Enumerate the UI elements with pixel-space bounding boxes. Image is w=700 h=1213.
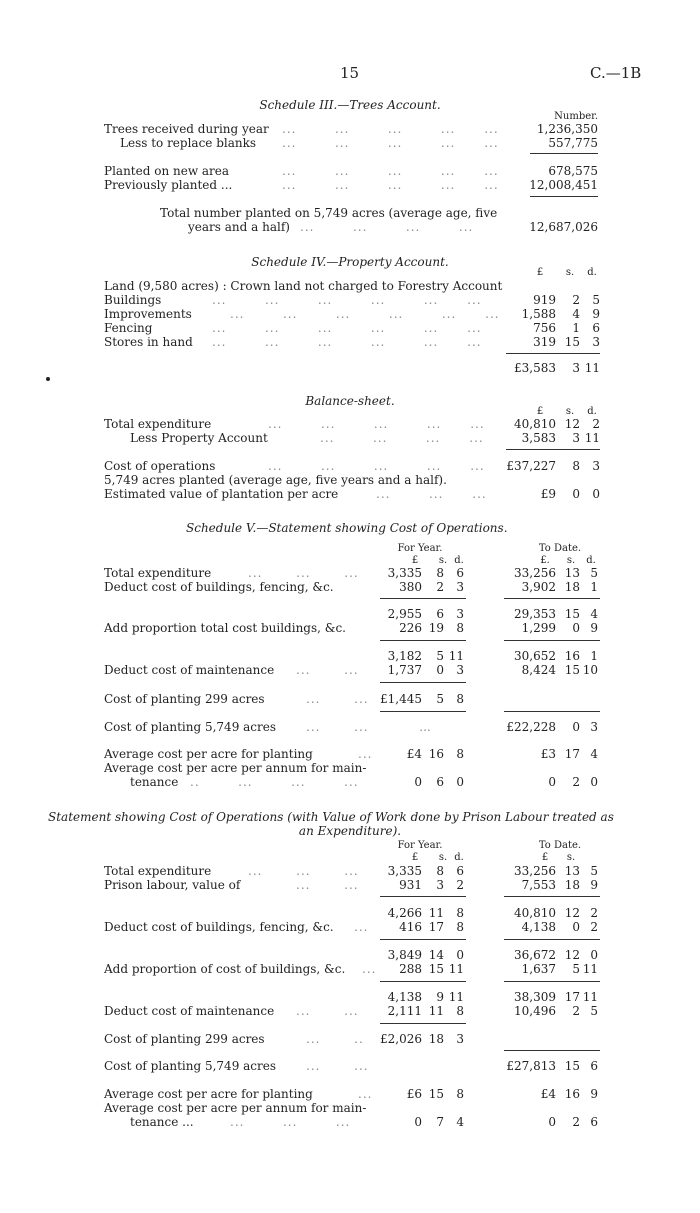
leader-dots: ... ... ... ... ...: [268, 417, 485, 431]
date-shillings: 18: [564, 580, 580, 594]
year-pence: 8: [456, 747, 464, 761]
year-pence: 6: [456, 566, 464, 580]
rule: [530, 153, 598, 154]
amount-shillings: 2: [572, 293, 580, 307]
col-shillings: s.: [565, 267, 575, 278]
col-pound: £: [411, 555, 419, 566]
s4-total-shillings: 3: [572, 361, 580, 375]
statement-title-line2: an Expenditure).: [298, 824, 402, 838]
s3-row-label: Planted on new area: [104, 164, 230, 178]
year-pence: 11: [448, 962, 464, 976]
year-pence: 4: [456, 1115, 464, 1129]
amount-pence: 5: [592, 293, 600, 307]
date-shillings: 16: [564, 649, 580, 663]
s6-row-label: Total expenditure: [104, 864, 212, 878]
year-pence: 0: [456, 775, 464, 789]
year-pounds: 4,266: [387, 906, 422, 920]
date-pence: 9: [590, 878, 598, 892]
date-pence: 4: [590, 607, 598, 621]
rule: [380, 682, 466, 683]
col-pound: £.: [540, 555, 550, 566]
year-shillings: 17: [428, 920, 444, 934]
leader-dots: ... ... ... ... ... ...: [212, 335, 482, 349]
leader-dots: ...: [358, 1087, 373, 1101]
s4-row-label: Buildings: [104, 293, 162, 307]
year-pounds: 3,335: [387, 864, 422, 878]
date-pounds: 33,256: [514, 566, 556, 580]
date-pounds: 40,810: [514, 906, 556, 920]
year-shillings: 9: [436, 990, 444, 1004]
rule: [504, 981, 600, 982]
date-pounds: £27,813: [506, 1059, 556, 1073]
year-shillings: 14: [428, 948, 444, 962]
date-pence: 3: [590, 720, 598, 734]
leader-dots: ... ... ... ...: [300, 220, 474, 234]
date-pence: 1: [590, 649, 598, 663]
date-pounds: £3: [540, 747, 556, 761]
s5-row-label-cont: tenance: [130, 775, 179, 789]
col-pence: d.: [454, 555, 464, 566]
s6-row-label: Average cost per acre for planting: [104, 1087, 313, 1101]
date-pence: 9: [590, 1087, 598, 1101]
date-pence: 9: [590, 621, 598, 635]
col-to-date: To Date.: [538, 840, 582, 851]
date-shillings: 13: [564, 566, 580, 580]
leader-dots: .. ... ... ...: [190, 775, 359, 789]
document-reference: C.—1B: [590, 64, 642, 82]
date-shillings: 15: [564, 663, 580, 677]
year-shillings: 15: [428, 1087, 444, 1101]
leader-dots: ... ... ... ... ...: [282, 122, 499, 136]
leader-dots: ... ...: [306, 1059, 369, 1073]
year-shillings: 19: [428, 621, 444, 635]
leader-dots: ...: [358, 747, 373, 761]
year-pounds: 380: [399, 580, 422, 594]
col-pound: £: [536, 267, 544, 278]
bs-est-pence: 0: [592, 487, 600, 501]
date-pence: 2: [590, 920, 598, 934]
rule: [380, 598, 466, 599]
bs-cost-pounds: £37,227: [506, 459, 556, 473]
year-pence: 3: [456, 663, 464, 677]
year-pounds: 3,182: [387, 649, 422, 663]
year-shillings: 5: [436, 692, 444, 706]
year-pounds: 0: [414, 775, 422, 789]
year-pounds: £2,026: [380, 1032, 422, 1046]
s6-row-label: Add proportion of cost of buildings, &c.: [104, 962, 346, 976]
date-pounds: 3,902: [521, 580, 556, 594]
leader-dots: ... ... ...: [248, 864, 359, 878]
rule: [504, 939, 600, 940]
amount-shillings: 1: [572, 321, 580, 335]
date-shillings: 0: [572, 621, 580, 635]
leader-dots: ... ...: [296, 663, 359, 677]
s3-row-value: 557,775: [548, 136, 598, 150]
date-pounds: 29,353: [514, 607, 556, 621]
year-pence: 8: [456, 1004, 464, 1018]
year-pounds: 2,955: [387, 607, 422, 621]
year-pounds: 1,737: [387, 663, 422, 677]
s3-row-value: 12,008,451: [529, 178, 598, 192]
leader-dots: ... ... ... ... ... ...: [212, 293, 482, 307]
date-shillings: 17: [564, 747, 580, 761]
amount-pounds: 1,588: [521, 307, 556, 321]
year-shillings: 6: [436, 775, 444, 789]
year-pence: 2: [456, 878, 464, 892]
date-pence: 4: [590, 747, 598, 761]
date-pence: 10: [582, 663, 598, 677]
rule: [380, 1023, 466, 1024]
amount-pounds: 756: [533, 321, 556, 335]
year-pence: 3: [456, 1032, 464, 1046]
col-pound: £: [536, 406, 544, 417]
statement-title-line1: Statement showing Cost of Operations (with Value of Work done by Prison Labour treated as: [48, 810, 614, 824]
bs-cost-shillings: 8: [572, 459, 580, 473]
date-pounds: 10,496: [514, 1004, 556, 1018]
leader-dots: ... ... ... ... ...: [282, 178, 499, 192]
year-pence: 3: [456, 580, 464, 594]
year-shillings: 6: [436, 607, 444, 621]
rule: [380, 981, 466, 982]
s6-row-label: Cost of planting 299 acres: [104, 1032, 265, 1046]
amount-shillings: 15: [564, 335, 580, 349]
amount-pounds: 319: [533, 335, 556, 349]
empty-marker: ...: [419, 720, 431, 734]
col-shillings: s.: [566, 852, 576, 863]
year-pence: 11: [448, 990, 464, 1004]
rule: [380, 896, 466, 897]
year-shillings: 8: [436, 864, 444, 878]
year-shillings: 11: [428, 906, 444, 920]
year-shillings: 8: [436, 566, 444, 580]
rule: [506, 353, 600, 354]
year-shillings: 0: [436, 663, 444, 677]
amount-pence: 6: [592, 321, 600, 335]
leader-dots: ... ... ...: [376, 487, 487, 501]
date-pounds: £4: [540, 1087, 556, 1101]
year-shillings: 16: [428, 747, 444, 761]
leader-dots: ...: [362, 962, 377, 976]
leader-dots: ... ...: [306, 720, 369, 734]
leader-dots: ... ... ... ...: [320, 431, 484, 445]
date-shillings: 13: [564, 864, 580, 878]
year-shillings: 3: [436, 878, 444, 892]
leader-dots: ... ... ... ... ...: [268, 459, 485, 473]
date-pence: 0: [590, 775, 598, 789]
col-shillings: s.: [438, 555, 448, 566]
date-pence: 5: [590, 566, 598, 580]
schedule-v-title: Schedule V.—Statement showing Cost of Operations.: [186, 521, 508, 535]
rule: [504, 598, 600, 599]
date-pounds: 8,424: [521, 663, 556, 677]
s5-row-label: Average cost per acre for planting: [104, 747, 313, 761]
year-pounds: 226: [399, 621, 422, 635]
year-pence: 8: [456, 692, 464, 706]
date-pence: 2: [590, 906, 598, 920]
date-pence: 6: [590, 1115, 598, 1129]
s3-total-label-cont: years and a half): [188, 220, 290, 234]
year-pence: 8: [456, 906, 464, 920]
bs-row-label: Less Property Account: [130, 431, 268, 445]
page-number: 15: [340, 64, 360, 82]
s5-row-label: Cost of planting 299 acres: [104, 692, 265, 706]
amount-pounds: 919: [533, 293, 556, 307]
s5-row-label: Add proportion total cost buildings, &c.: [104, 621, 346, 635]
year-pounds: £6: [406, 1087, 422, 1101]
date-pounds: £22,228: [506, 720, 556, 734]
leader-dots: ... ... ...: [230, 1115, 351, 1129]
s5-row-label: Deduct cost of maintenance: [104, 663, 275, 677]
bs-est-pounds: £9: [540, 487, 556, 501]
col-to-date: To Date.: [538, 543, 582, 554]
s6-row-label: Cost of planting 5,749 acres: [104, 1059, 277, 1073]
year-pence: 0: [456, 948, 464, 962]
col-pence: d.: [454, 852, 464, 863]
s3-total-value: 12,687,026: [529, 220, 598, 234]
date-shillings: 15: [564, 607, 580, 621]
rule: [506, 449, 600, 450]
year-pence: 8: [456, 1087, 464, 1101]
year-pounds: £1,445: [380, 692, 422, 706]
date-pounds: 38,309: [514, 990, 556, 1004]
leader-dots: ... ... ... ... ...: [282, 136, 499, 150]
year-pence: 8: [456, 621, 464, 635]
col-shillings: s.: [565, 406, 575, 417]
date-pounds: 0: [548, 775, 556, 789]
leader-dots: ...: [354, 920, 369, 934]
rule: [380, 939, 466, 940]
leader-dots: ... ... ... ... ... ...: [212, 321, 482, 335]
s3-row-label: Less to replace blanks: [120, 136, 257, 150]
amount-pounds: 40,810: [514, 417, 556, 431]
col-pound: £: [411, 852, 419, 863]
date-shillings: 15: [564, 1059, 580, 1073]
amount-pence: 2: [592, 417, 600, 431]
year-shillings: 7: [436, 1115, 444, 1129]
s4-row-label: Fencing: [104, 321, 153, 335]
year-pounds: 2,111: [387, 1004, 422, 1018]
year-pounds: 3,849: [387, 948, 422, 962]
s3-row-value: 678,575: [548, 164, 598, 178]
year-pounds: 931: [399, 878, 422, 892]
date-shillings: 5: [572, 962, 580, 976]
date-pence: 0: [590, 948, 598, 962]
year-shillings: 15: [428, 962, 444, 976]
year-pounds: 288: [399, 962, 422, 976]
date-shillings: 0: [572, 920, 580, 934]
s6-row-label: Deduct cost of maintenance: [104, 1004, 275, 1018]
year-pence: 8: [456, 920, 464, 934]
year-pence: 11: [448, 649, 464, 663]
schedule-iii-title: Schedule III.—Trees Account.: [259, 98, 441, 112]
bs-cost-label: Cost of operations: [104, 459, 216, 473]
rule: [380, 640, 466, 641]
year-pence: 6: [456, 864, 464, 878]
s3-number-header: Number.: [554, 111, 598, 122]
balance-sheet-title: Balance-sheet.: [305, 394, 395, 408]
date-shillings: 0: [572, 720, 580, 734]
leader-dots: ... ... ... ... ... ...: [230, 307, 500, 321]
date-shillings: 12: [564, 906, 580, 920]
margin-dot: [46, 377, 50, 381]
leader-dots: ... ...: [296, 1004, 359, 1018]
date-pence: 11: [582, 962, 598, 976]
date-pounds: 30,652: [514, 649, 556, 663]
bs-est-label: Estimated value of plantation per acre: [104, 487, 339, 501]
date-pounds: 1,637: [521, 962, 556, 976]
bs-est-shillings: 0: [572, 487, 580, 501]
col-for-year: For Year.: [397, 543, 443, 554]
year-shillings: 2: [436, 580, 444, 594]
amount-pence: 3: [592, 335, 600, 349]
amount-pounds: 3,583: [521, 431, 556, 445]
date-pounds: 0: [548, 1115, 556, 1129]
s6-row-label-cont: tenance ...: [130, 1115, 194, 1129]
amount-shillings: 12: [564, 417, 580, 431]
date-pounds: 33,256: [514, 864, 556, 878]
year-pounds: 416: [399, 920, 422, 934]
date-shillings: 2: [572, 1115, 580, 1129]
s5-row-label: Cost of planting 5,749 acres: [104, 720, 277, 734]
rule: [504, 896, 600, 897]
s4-total-pounds: £3,583: [514, 361, 556, 375]
bs-cost-pence: 3: [592, 459, 600, 473]
date-shillings: 2: [572, 1004, 580, 1018]
date-shillings: 18: [564, 878, 580, 892]
date-pence: 11: [582, 990, 598, 1004]
bs-acres-note: 5,749 acres planted (average age, five years and a half).: [104, 473, 447, 487]
year-pounds: 4,138: [387, 990, 422, 1004]
bs-row-label: Total expenditure: [104, 417, 212, 431]
s3-row-label: Previously planted ...: [104, 178, 233, 192]
date-pence: 1: [590, 580, 598, 594]
s4-row-label: Improvements: [104, 307, 192, 321]
year-pounds: 0: [414, 1115, 422, 1129]
year-pounds: 3,335: [387, 566, 422, 580]
s3-row-value: 1,236,350: [536, 122, 598, 136]
amount-shillings: 3: [572, 431, 580, 445]
s6-row-label: Average cost per acre per annum for main-: [104, 1101, 367, 1115]
leader-dots: ... ...: [306, 692, 369, 706]
col-pound: £: [541, 852, 549, 863]
date-pounds: 1,299: [521, 621, 556, 635]
date-pounds: 36,672: [514, 948, 556, 962]
date-pence: 5: [590, 864, 598, 878]
s3-total-label: Total number planted on 5,749 acres (average age, five: [160, 206, 498, 220]
s5-row-label: Deduct cost of buildings, fencing, &c.: [104, 580, 334, 594]
s5-row-label: Average cost per acre per annum for main-: [104, 761, 367, 775]
rule: [530, 196, 598, 197]
col-shillings: s.: [438, 852, 448, 863]
schedule-iv-title: Schedule IV.—Property Account.: [251, 255, 449, 269]
year-shillings: 18: [428, 1032, 444, 1046]
leader-dots: ... ..: [306, 1032, 364, 1046]
s6-row-label: Prison labour, value of: [104, 878, 241, 892]
amount-pence: 11: [584, 431, 600, 445]
amount-pence: 9: [592, 307, 600, 321]
amount-shillings: 4: [572, 307, 580, 321]
rule: [504, 640, 600, 641]
rule: [504, 711, 600, 712]
rule: [380, 711, 466, 712]
date-shillings: 16: [564, 1087, 580, 1101]
leader-dots: ... ... ... ... ...: [282, 164, 499, 178]
col-pence: d.: [587, 267, 597, 278]
col-pence: d.: [586, 555, 596, 566]
leader-dots: ... ...: [296, 878, 359, 892]
leader-dots: ... ... ...: [248, 566, 359, 580]
year-pence: 3: [456, 607, 464, 621]
s4-row-label: Stores in hand: [104, 335, 193, 349]
col-for-year: For Year.: [397, 840, 443, 851]
date-pence: 6: [590, 1059, 598, 1073]
s6-row-label: Deduct cost of buildings, fencing, &c.: [104, 920, 334, 934]
date-shillings: 17: [564, 990, 580, 1004]
date-pounds: 7,553: [521, 878, 556, 892]
year-shillings: 5: [436, 649, 444, 663]
year-pounds: £4: [406, 747, 422, 761]
col-pence: d.: [587, 406, 597, 417]
date-pounds: 4,138: [521, 920, 556, 934]
col-shillings: s.: [566, 555, 576, 566]
date-shillings: 2: [572, 775, 580, 789]
s4-land-text: Land (9,580 acres) : Crown land not charged to Forestry Account: [104, 279, 503, 293]
s3-row-label: Trees received during year: [104, 122, 269, 136]
date-shillings: 12: [564, 948, 580, 962]
s5-row-label: Total expenditure: [104, 566, 212, 580]
rule: [504, 1050, 600, 1051]
s4-total-pence: 11: [584, 361, 600, 375]
year-shillings: 11: [428, 1004, 444, 1018]
date-pence: 5: [590, 1004, 598, 1018]
